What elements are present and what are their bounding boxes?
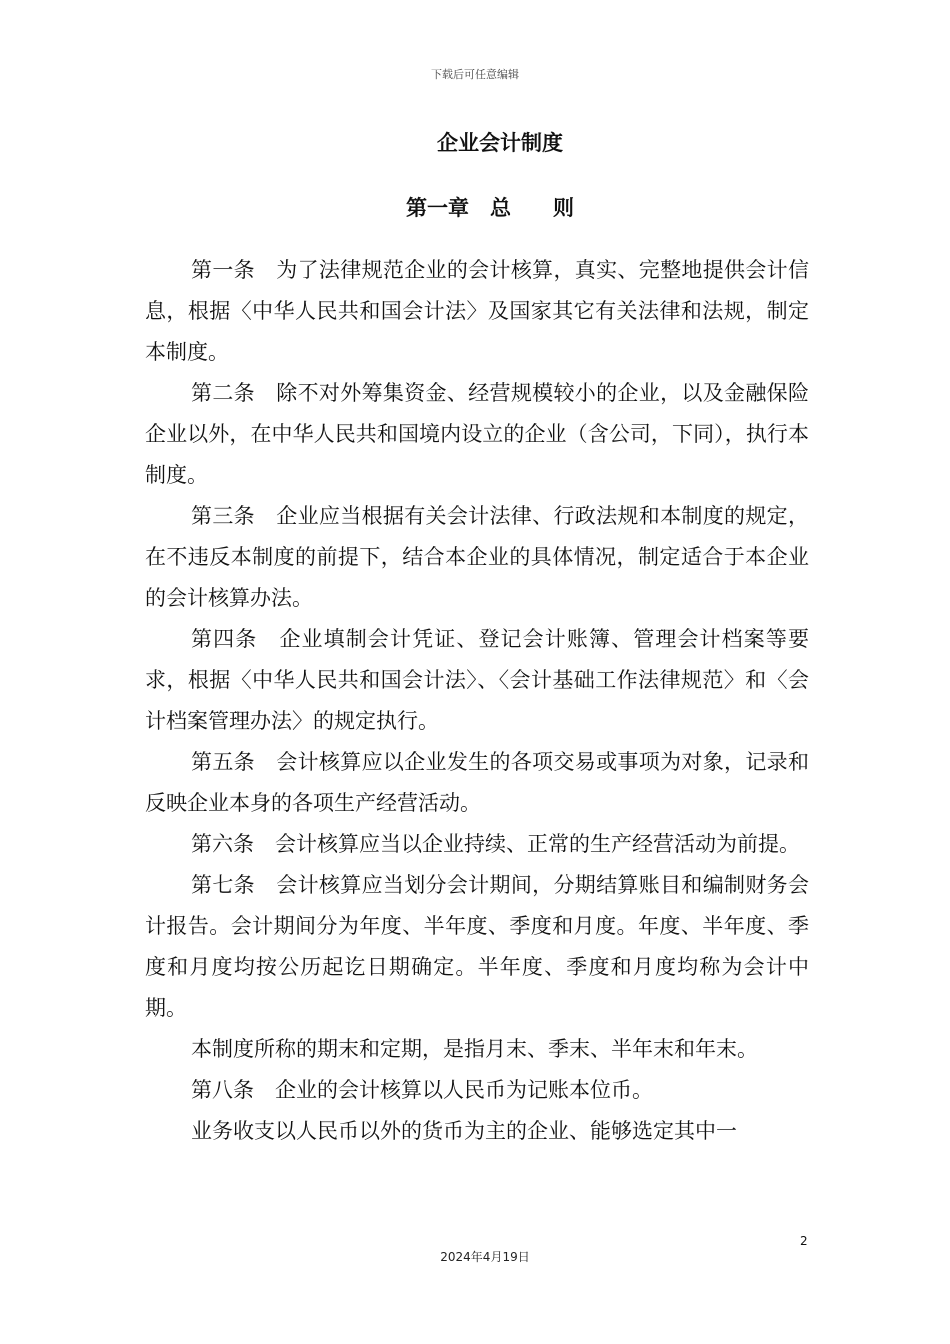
paragraph-article-3: 第三条 企业应当根据有关会计法律、行政法规和本制度的规定，在不违反本制度的前提下，结合本企业的具体情况，制定适合于本企业的会计核算办法。 — [145, 504, 809, 610]
paragraph-article-6: 第六条 会计核算应当以企业持续、正常的生产经营活动为前提。 — [191, 832, 800, 856]
paragraph-article-2: 第二条 除不对外筹集资金、经营规模较小的企业，以及金融保险企业以外，在中华人民共和国境内设立的企业（含公司，下同），执行本制度。 — [145, 381, 809, 487]
paragraph-article-1: 第一条 为了法律规范企业的会计核算，真实、完整地提供会计信息，根据〈中华人民共和国会计法〉及国家其它有关法律和法规，制定本制度。 — [145, 258, 809, 364]
document-title: 企业会计制度 — [437, 131, 563, 155]
paragraph-article-8: 第八条 企业的会计核算以人民币为记账本位币。 — [191, 1078, 653, 1102]
paragraph-article-7: 第七条 会计核算应当划分会计期间，分期结算账目和编制财务会计报告。会计期间分为年度、半年度、季度和月度。年度、半年度、季度和月度均按公历起讫日期确定。半年度、季度和月度均称为会计中期。 — [145, 873, 809, 1020]
paragraph-period-definition: 本制度所称的期末和定期，是指月末、季末、半年末和年末。 — [191, 1037, 758, 1061]
document-body — [145, 250, 809, 1152]
page-number: 2 — [800, 1234, 808, 1248]
page-header-note: 下载后可任意编辑 — [431, 68, 519, 81]
paragraph-foreign-currency: 业务收支以人民币以外的货币为主的企业、能够选定其中一 — [191, 1119, 737, 1143]
paragraph-article-4: 第四条 企业填制会计凭证、登记会计账簿、管理会计档案等要求，根据〈中华人民共和国会计法〉、〈会计基础工作法律规范〉和〈会计档案管理办法〉的规定执行。 — [145, 627, 809, 733]
footer-date: 2024年4月19日 — [440, 1250, 530, 1264]
paragraph-article-5: 第五条 会计核算应以企业发生的各项交易或事项为对象，记录和反映企业本身的各项生产经营活动。 — [145, 750, 809, 815]
chapter-heading: 第一章 总 则 — [406, 196, 574, 220]
